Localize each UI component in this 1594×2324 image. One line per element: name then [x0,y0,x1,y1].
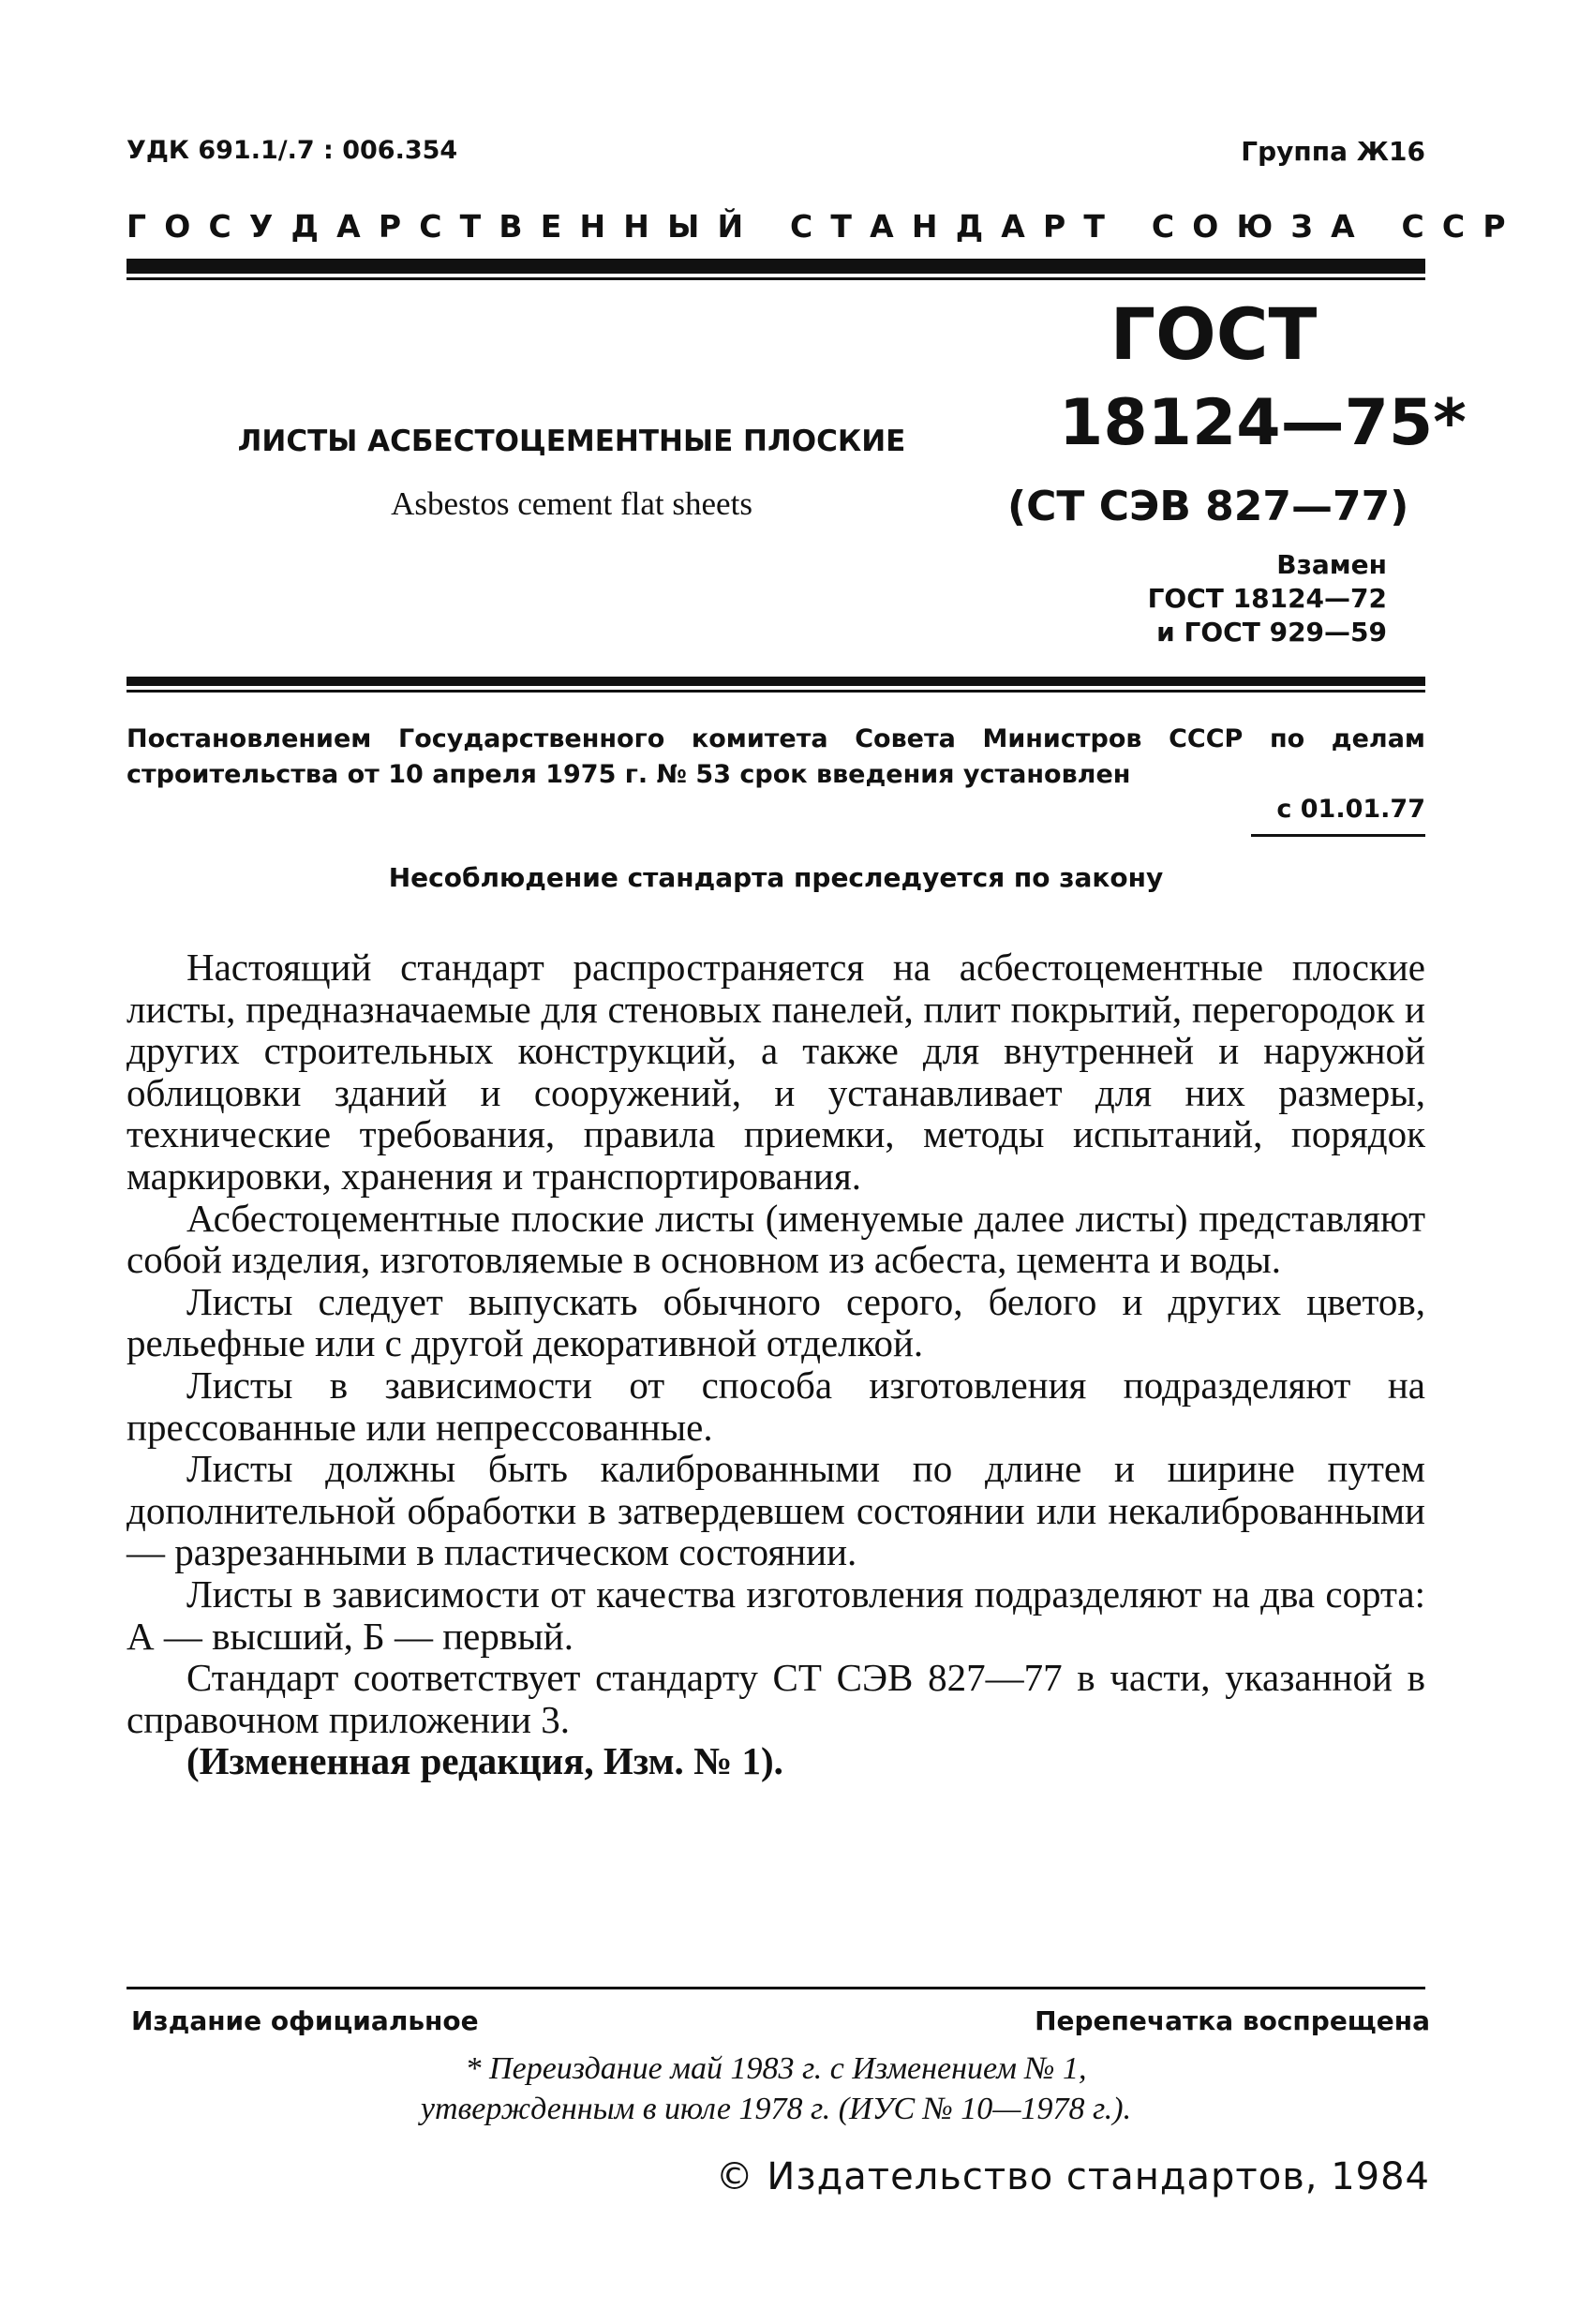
header-rule-thick [127,259,1425,274]
publisher-copyright: © Издательство стандартов, 1984 [715,2155,1430,2198]
replaced-standard-1: ГОСТ 18124—72 [1147,583,1387,614]
state-standard-heading: ГОСУДАРСТВЕННЫЙ СТАНДАРТ СОЮЗА ССР [127,208,1524,245]
title-english: Asbestos cement flat sheets [391,485,752,522]
body-text [127,946,1425,1782]
title-russian: ЛИСТЫ АСБЕСТОЦЕМЕНТНЫЕ ПЛОСКИЕ [237,425,906,458]
replaced-title: Взамен [1276,549,1387,580]
effective-date: с 01.01.77 [1276,795,1425,824]
section-rule-thin [127,690,1425,693]
header-rule-thin [127,277,1425,280]
reprint-prohibited: Перепечатка воспрещена [1035,2005,1430,2036]
paragraph: Листы следует выпускать обычного серого, белого и других цветов, рельефные или с другой декоративной отделкой. [127,1279,1425,1365]
replaced-standards [1106,548,1387,649]
date-underline [1251,834,1425,837]
paragraph: Листы в зависимости от способа изготовления подразделяют на прессованные или непрессованные. [127,1363,1425,1449]
section-rule-thick [127,677,1425,686]
paragraph: Стандарт соответствует стандарту СТ СЭВ 827—77 в части, указанной в справочном приложении 3. [127,1656,1425,1741]
official-edition: Издание официальное [131,2005,479,2036]
decree-text: Постановлением Государственного комитета Совета Министров СССР по делам строительства от 10 апреля 1975 г. № 53 срок введения установлен [127,724,1425,789]
paragraph: Асбестоцементные плоские листы (именуемые далее листы) представляют собой изделия, изготовляемые в основном из асбеста, цемента и воды. [127,1196,1425,1282]
group-code: Группа Ж16 [1241,136,1425,167]
gost-label: ГОСТ [1110,292,1318,376]
republication-line-1: * Переиздание май 1983 г. с Изменением № 1, [465,2051,1087,2086]
paragraph: Настоящий стандарт распространяется на асбестоцементные плоские листы, предназначаемые для стеновых панелей, плит покрытий, перегородок и других строительных конструкций, а также для внутренней и наружной облицовки зданий и сооружений, и устанавливает для них размеры, технические требования, правила приемки, методы испытаний, порядок маркировки, хранения и транспортирования. [127,946,1425,1198]
republication-note [127,2048,1425,2129]
paragraph: Листы в зависимости от качества изготовления подразделяют на два сорта: А — высший, Б — первый. [127,1572,1425,1658]
legal-warning: Несоблюдение стандарта преследуется по закону [388,862,1164,893]
republication-line-2: утвержденным в июле 1978 г. (ИУС № 10—1978 г.). [420,2092,1132,2126]
amendment-note: (Измененная редакция, Изм. № 1). [186,1739,783,1783]
footer-rule [127,1987,1425,1989]
udk-code: УДК 691.1/.7 : 006.354 [127,136,458,165]
sev-designation: (СТ СЭВ 827—77) [1007,483,1409,530]
replaced-standard-2: и ГОСТ 929—59 [1156,617,1387,648]
paragraph: Листы должны быть калиброванными по длине и ширине путем дополнительной обработки в затвердевшем состоянии или некалиброванными — разрезанными в пластическом состоянии. [127,1447,1425,1574]
gost-number: 18124—75* [1059,386,1467,460]
